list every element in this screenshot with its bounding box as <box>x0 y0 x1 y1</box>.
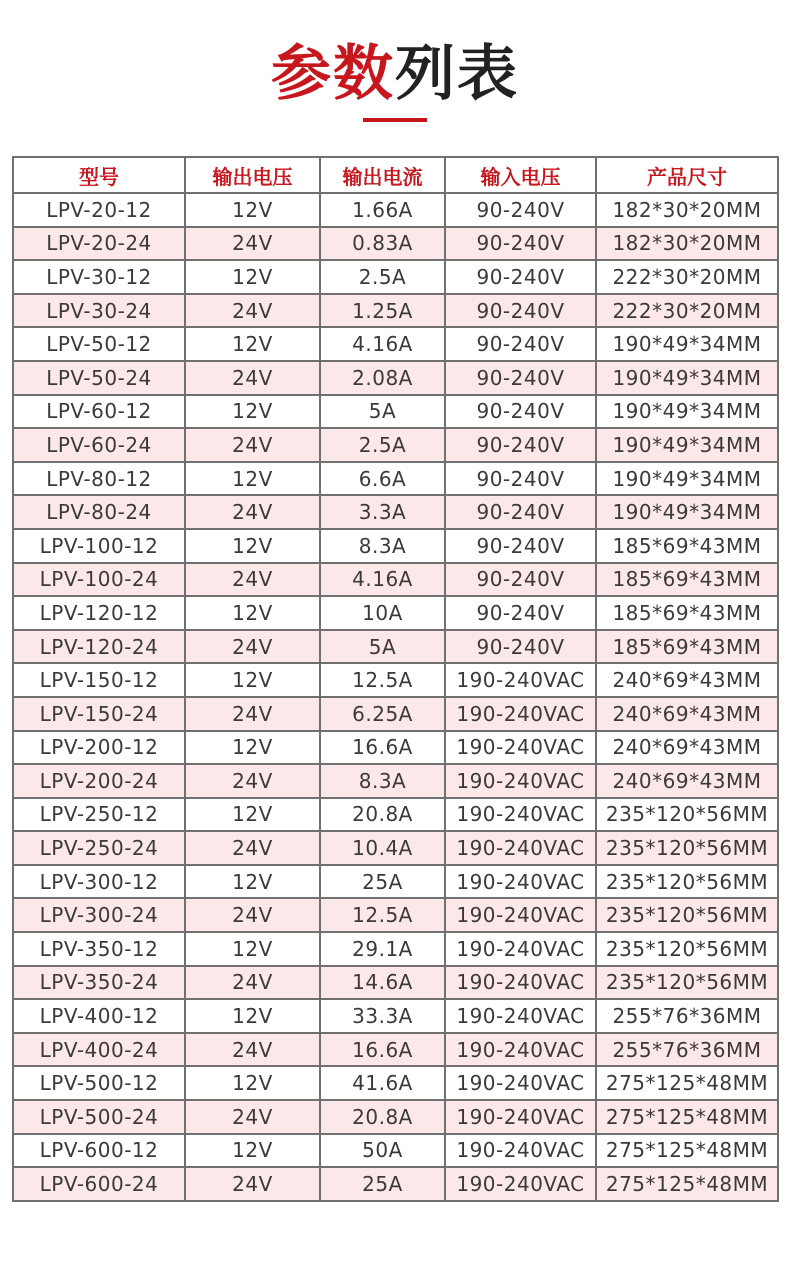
cell-output-current: 12.5A <box>320 663 445 697</box>
cell-output-current: 16.6A <box>320 731 445 765</box>
cell-output-voltage: 24V <box>185 227 320 261</box>
table-row <box>13 462 778 496</box>
cell-output-voltage: 12V <box>185 596 320 630</box>
cell-product-size: 240*69*43MM <box>596 697 778 731</box>
cell-output-voltage: 12V <box>185 1134 320 1168</box>
cell-output-voltage: 24V <box>185 294 320 328</box>
cell-model: LPV-30-24 <box>13 294 185 328</box>
cell-input-voltage: 90-240V <box>445 596 596 630</box>
cell-output-current: 4.16A <box>320 563 445 597</box>
cell-model: LPV-300-24 <box>13 898 185 932</box>
cell-output-voltage: 12V <box>185 932 320 966</box>
cell-product-size: 182*30*20MM <box>596 193 778 227</box>
cell-output-voltage: 12V <box>185 260 320 294</box>
table-row <box>13 1134 778 1168</box>
cell-output-voltage: 24V <box>185 898 320 932</box>
cell-model: LPV-300-12 <box>13 865 185 899</box>
cell-output-current: 5A <box>320 395 445 429</box>
cell-product-size: 235*120*56MM <box>596 798 778 832</box>
cell-model: LPV-250-24 <box>13 831 185 865</box>
cell-output-voltage: 24V <box>185 764 320 798</box>
cell-input-voltage: 90-240V <box>445 327 596 361</box>
cell-input-voltage: 190-240VAC <box>445 663 596 697</box>
cell-product-size: 190*49*34MM <box>596 462 778 496</box>
cell-output-voltage: 24V <box>185 428 320 462</box>
table-row <box>13 731 778 765</box>
cell-input-voltage: 190-240VAC <box>445 898 596 932</box>
cell-product-size: 185*69*43MM <box>596 630 778 664</box>
table-row <box>13 1167 778 1201</box>
header-input-voltage: 输入电压 <box>445 157 596 193</box>
cell-product-size: 240*69*43MM <box>596 731 778 765</box>
cell-input-voltage: 90-240V <box>445 395 596 429</box>
cell-output-current: 16.6A <box>320 1033 445 1067</box>
cell-output-voltage: 12V <box>185 462 320 496</box>
cell-product-size: 240*69*43MM <box>596 764 778 798</box>
cell-output-voltage: 12V <box>185 529 320 563</box>
table-row <box>13 630 778 664</box>
table-row <box>13 227 778 261</box>
cell-product-size: 190*49*34MM <box>596 395 778 429</box>
cell-input-voltage: 90-240V <box>445 529 596 563</box>
cell-output-voltage: 12V <box>185 731 320 765</box>
cell-input-voltage: 190-240VAC <box>445 865 596 899</box>
cell-output-current: 2.5A <box>320 260 445 294</box>
cell-output-voltage: 12V <box>185 395 320 429</box>
table-row <box>13 260 778 294</box>
cell-input-voltage: 190-240VAC <box>445 1167 596 1201</box>
cell-output-voltage: 24V <box>185 630 320 664</box>
cell-model: LPV-150-12 <box>13 663 185 697</box>
table-row <box>13 563 778 597</box>
cell-model: LPV-30-12 <box>13 260 185 294</box>
cell-output-voltage: 12V <box>185 865 320 899</box>
cell-output-current: 12.5A <box>320 898 445 932</box>
cell-output-current: 1.66A <box>320 193 445 227</box>
header-product-size: 产品尺寸 <box>596 157 778 193</box>
cell-input-voltage: 90-240V <box>445 563 596 597</box>
table-row <box>13 865 778 899</box>
table-row <box>13 1033 778 1067</box>
cell-product-size: 235*120*56MM <box>596 932 778 966</box>
cell-output-current: 6.6A <box>320 462 445 496</box>
cell-input-voltage: 190-240VAC <box>445 764 596 798</box>
table-row <box>13 764 778 798</box>
cell-input-voltage: 190-240VAC <box>445 1100 596 1134</box>
cell-output-current: 41.6A <box>320 1066 445 1100</box>
table-row <box>13 1066 778 1100</box>
header-output-current: 输出电流 <box>320 157 445 193</box>
title-underline-divider <box>363 118 427 122</box>
cell-input-voltage: 190-240VAC <box>445 1134 596 1168</box>
cell-output-current: 10A <box>320 596 445 630</box>
cell-model: LPV-60-24 <box>13 428 185 462</box>
cell-input-voltage: 90-240V <box>445 462 596 496</box>
table-header-row <box>13 157 778 193</box>
cell-output-current: 5A <box>320 630 445 664</box>
table-row <box>13 361 778 395</box>
cell-output-current: 3.3A <box>320 495 445 529</box>
cell-model: LPV-100-24 <box>13 563 185 597</box>
cell-product-size: 235*120*56MM <box>596 865 778 899</box>
cell-model: LPV-350-24 <box>13 966 185 1000</box>
cell-output-current: 25A <box>320 1167 445 1201</box>
cell-input-voltage: 90-240V <box>445 227 596 261</box>
cell-product-size: 255*76*36MM <box>596 999 778 1033</box>
cell-model: LPV-500-12 <box>13 1066 185 1100</box>
cell-output-current: 4.16A <box>320 327 445 361</box>
cell-output-current: 20.8A <box>320 1100 445 1134</box>
cell-model: LPV-50-12 <box>13 327 185 361</box>
cell-input-voltage: 90-240V <box>445 361 596 395</box>
cell-model: LPV-400-12 <box>13 999 185 1033</box>
cell-model: LPV-120-12 <box>13 596 185 630</box>
cell-output-current: 2.08A <box>320 361 445 395</box>
cell-model: LPV-150-24 <box>13 697 185 731</box>
cell-output-current: 10.4A <box>320 831 445 865</box>
cell-output-voltage: 12V <box>185 193 320 227</box>
cell-input-voltage: 190-240VAC <box>445 831 596 865</box>
cell-product-size: 185*69*43MM <box>596 563 778 597</box>
cell-output-current: 29.1A <box>320 932 445 966</box>
cell-model: LPV-80-24 <box>13 495 185 529</box>
cell-output-voltage: 12V <box>185 327 320 361</box>
cell-model: LPV-350-12 <box>13 932 185 966</box>
cell-model: LPV-600-24 <box>13 1167 185 1201</box>
cell-output-voltage: 12V <box>185 1066 320 1100</box>
cell-product-size: 222*30*20MM <box>596 294 778 328</box>
cell-product-size: 275*125*48MM <box>596 1066 778 1100</box>
cell-product-size: 235*120*56MM <box>596 966 778 1000</box>
cell-output-voltage: 24V <box>185 495 320 529</box>
cell-product-size: 190*49*34MM <box>596 327 778 361</box>
cell-output-voltage: 12V <box>185 663 320 697</box>
cell-product-size: 255*76*36MM <box>596 1033 778 1067</box>
cell-model: LPV-120-24 <box>13 630 185 664</box>
table-body <box>13 193 778 1201</box>
title-part-red: 参数 <box>271 39 395 109</box>
cell-output-current: 1.25A <box>320 294 445 328</box>
cell-input-voltage: 90-240V <box>445 428 596 462</box>
table-row <box>13 697 778 731</box>
title-part-dark: 列表 <box>395 39 519 109</box>
table-row <box>13 596 778 630</box>
cell-output-current: 25A <box>320 865 445 899</box>
table-row <box>13 294 778 328</box>
cell-input-voltage: 190-240VAC <box>445 697 596 731</box>
cell-output-voltage: 24V <box>185 563 320 597</box>
cell-output-voltage: 24V <box>185 1167 320 1201</box>
title-text <box>271 39 519 109</box>
cell-output-current: 6.25A <box>320 697 445 731</box>
cell-product-size: 185*69*43MM <box>596 529 778 563</box>
cell-product-size: 190*49*34MM <box>596 361 778 395</box>
cell-model: LPV-60-12 <box>13 395 185 429</box>
cell-output-current: 50A <box>320 1134 445 1168</box>
table-row <box>13 428 778 462</box>
cell-model: LPV-100-12 <box>13 529 185 563</box>
cell-product-size: 222*30*20MM <box>596 260 778 294</box>
table-row <box>13 193 778 227</box>
cell-output-current: 20.8A <box>320 798 445 832</box>
table-row <box>13 831 778 865</box>
cell-product-size: 275*125*48MM <box>596 1167 778 1201</box>
cell-input-voltage: 190-240VAC <box>445 1033 596 1067</box>
table-row <box>13 395 778 429</box>
cell-input-voltage: 190-240VAC <box>445 731 596 765</box>
cell-output-voltage: 24V <box>185 1100 320 1134</box>
cell-output-current: 33.3A <box>320 999 445 1033</box>
table-row <box>13 932 778 966</box>
cell-product-size: 190*49*34MM <box>596 495 778 529</box>
cell-product-size: 190*49*34MM <box>596 428 778 462</box>
cell-input-voltage: 90-240V <box>445 193 596 227</box>
cell-output-voltage: 24V <box>185 361 320 395</box>
cell-output-voltage: 24V <box>185 966 320 1000</box>
cell-output-current: 8.3A <box>320 529 445 563</box>
cell-model: LPV-250-12 <box>13 798 185 832</box>
cell-product-size: 275*125*48MM <box>596 1134 778 1168</box>
cell-model: LPV-400-24 <box>13 1033 185 1067</box>
cell-output-voltage: 12V <box>185 999 320 1033</box>
table-row <box>13 663 778 697</box>
cell-input-voltage: 190-240VAC <box>445 966 596 1000</box>
cell-product-size: 182*30*20MM <box>596 227 778 261</box>
cell-model: LPV-200-24 <box>13 764 185 798</box>
page-title <box>0 36 790 112</box>
cell-output-voltage: 12V <box>185 798 320 832</box>
cell-output-current: 14.6A <box>320 966 445 1000</box>
cell-input-voltage: 90-240V <box>445 630 596 664</box>
table-row <box>13 495 778 529</box>
table-row <box>13 898 778 932</box>
cell-input-voltage: 190-240VAC <box>445 999 596 1033</box>
cell-model: LPV-200-12 <box>13 731 185 765</box>
cell-output-current: 8.3A <box>320 764 445 798</box>
cell-output-voltage: 24V <box>185 831 320 865</box>
cell-output-current: 2.5A <box>320 428 445 462</box>
table-row <box>13 529 778 563</box>
cell-product-size: 240*69*43MM <box>596 663 778 697</box>
cell-product-size: 185*69*43MM <box>596 596 778 630</box>
table-row <box>13 966 778 1000</box>
cell-model: LPV-600-12 <box>13 1134 185 1168</box>
cell-product-size: 235*120*56MM <box>596 898 778 932</box>
cell-output-voltage: 24V <box>185 1033 320 1067</box>
cell-product-size: 235*120*56MM <box>596 831 778 865</box>
header-output-voltage: 输出电压 <box>185 157 320 193</box>
table-row <box>13 327 778 361</box>
cell-input-voltage: 190-240VAC <box>445 932 596 966</box>
cell-output-current: 0.83A <box>320 227 445 261</box>
cell-model: LPV-50-24 <box>13 361 185 395</box>
cell-input-voltage: 90-240V <box>445 294 596 328</box>
cell-model: LPV-500-24 <box>13 1100 185 1134</box>
cell-model: LPV-20-12 <box>13 193 185 227</box>
cell-model: LPV-20-24 <box>13 227 185 261</box>
cell-input-voltage: 90-240V <box>445 260 596 294</box>
spec-table <box>12 156 779 1202</box>
cell-output-voltage: 24V <box>185 697 320 731</box>
table-row <box>13 1100 778 1134</box>
cell-product-size: 275*125*48MM <box>596 1100 778 1134</box>
header-model: 型号 <box>13 157 185 193</box>
cell-model: LPV-80-12 <box>13 462 185 496</box>
table-row <box>13 999 778 1033</box>
cell-input-voltage: 90-240V <box>445 495 596 529</box>
cell-input-voltage: 190-240VAC <box>445 1066 596 1100</box>
table-row <box>13 798 778 832</box>
cell-input-voltage: 190-240VAC <box>445 798 596 832</box>
